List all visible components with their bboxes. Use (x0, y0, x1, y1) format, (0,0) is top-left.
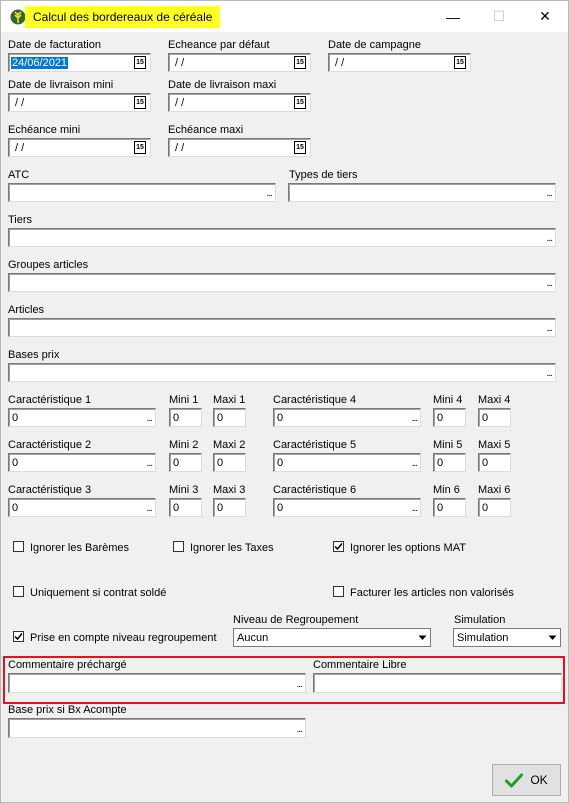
caracteristique-6-label: Caractéristique 6 (273, 484, 357, 496)
ellipsis-icon[interactable]: ... (296, 724, 302, 735)
close-button[interactable]: ✕ (539, 8, 551, 24)
maxi-1-value: 0 (217, 412, 224, 424)
maximize-button[interactable]: ☐ (492, 8, 506, 24)
ellipsis-icon[interactable]: ... (411, 503, 417, 514)
articles-field[interactable] (8, 318, 556, 337)
niveau-regroupement-select[interactable] (233, 628, 431, 647)
niveau-regroupement-label: Niveau de Regroupement (233, 614, 359, 626)
ellipsis-icon[interactable]: ... (546, 188, 552, 199)
non-valorises-checkbox[interactable] (333, 586, 344, 597)
ignorer-mat-label: Ignorer les options MAT (350, 542, 466, 554)
maxi-4-field[interactable] (478, 408, 511, 427)
caracteristique-5-value: 0 (277, 457, 284, 469)
echeance-maxi-value: / / (172, 142, 185, 154)
ok-button-label: OK (530, 773, 548, 787)
tiers-field[interactable] (8, 228, 556, 247)
maxi-1-label: Maxi 1 (213, 394, 246, 406)
chevron-down-icon[interactable] (544, 629, 560, 646)
maxi-5-field[interactable] (478, 453, 511, 472)
caracteristique-4-label: Caractéristique 4 (273, 394, 357, 406)
contrat-solde-checkbox[interactable] (13, 586, 24, 597)
echeance-mini-label: Echéance mini (8, 124, 81, 136)
maxi-6-field[interactable] (478, 498, 511, 517)
calendar-icon[interactable]: 15 (294, 96, 306, 109)
mini-1-field[interactable] (169, 408, 202, 427)
caracteristique-2-label: Caractéristique 2 (8, 439, 92, 451)
niveau-regroupement-checkbox[interactable] (13, 631, 24, 642)
caracteristique-3-label: Caractéristique 3 (8, 484, 92, 496)
base-prix-acompte-field[interactable] (8, 718, 306, 738)
mini-6-field[interactable] (433, 498, 466, 517)
maxi-5-label: Maxi 5 (478, 439, 511, 451)
minimize-button[interactable]: — (446, 8, 460, 25)
livraison-maxi-label: Date de livraison maxi (168, 79, 277, 91)
echeance-mini-field[interactable] (8, 138, 151, 157)
mini-3-field[interactable] (169, 498, 202, 517)
chevron-down-icon[interactable] (414, 629, 430, 646)
caracteristique-1-field[interactable] (8, 408, 156, 427)
wheat-app-icon (10, 9, 26, 25)
maxi-2-value: 0 (217, 457, 224, 469)
commentaire-precharge-label: Commentaire préchargé (8, 659, 127, 671)
bases-prix-label: Bases prix (8, 349, 60, 361)
ellipsis-icon[interactable]: ... (146, 413, 152, 424)
caracteristique-1-label: Caractéristique 1 (8, 394, 92, 406)
types-tiers-label: Types de tiers (289, 169, 358, 181)
caracteristique-3-value: 0 (12, 502, 19, 514)
maxi-2-field[interactable] (213, 453, 246, 472)
non-valorises-label: Facturer les articles non valorisés (350, 587, 514, 599)
atc-field[interactable] (8, 183, 276, 202)
ellipsis-icon[interactable]: ... (411, 458, 417, 469)
mini-2-label: Mini 2 (169, 439, 199, 451)
calendar-icon[interactable]: 15 (134, 141, 146, 154)
maxi-1-field[interactable] (213, 408, 246, 427)
commentaire-libre-label: Commentaire Libre (313, 659, 407, 671)
ignorer-taxes-label: Ignorer les Taxes (190, 542, 274, 554)
simulation-label: Simulation (454, 614, 506, 626)
echeance-defaut-label: Echeance par défaut (168, 39, 270, 51)
bases-prix-field[interactable] (8, 363, 556, 382)
mini-4-value: 0 (437, 412, 444, 424)
ignorer-mat-checkbox[interactable] (333, 541, 344, 552)
ellipsis-icon[interactable]: ... (146, 458, 152, 469)
caracteristique-2-field[interactable] (8, 453, 156, 472)
livraison-mini-value: / / (12, 97, 25, 109)
maxi-5-value: 0 (482, 457, 489, 469)
maxi-2-label: Maxi 2 (213, 439, 246, 451)
base-prix-acompte-label: Base prix si Bx Acompte (8, 704, 127, 716)
date-facturation-value: 24/06/2021 (12, 57, 68, 69)
livraison-mini-label: Date de livraison mini (8, 79, 114, 91)
mini-6-label: Min 6 (433, 484, 460, 496)
mini-4-field[interactable] (433, 408, 466, 427)
groupes-articles-field[interactable] (8, 273, 556, 292)
ignorer-baremes-checkbox[interactable] (13, 541, 24, 552)
ellipsis-icon[interactable]: ... (296, 679, 302, 690)
ellipsis-icon[interactable]: ... (546, 323, 552, 334)
commentaire-precharge-field[interactable] (8, 673, 306, 693)
livraison-maxi-value: / / (172, 97, 185, 109)
atc-label: ATC (8, 169, 30, 181)
caracteristique-2-value: 0 (12, 457, 19, 469)
caracteristique-4-value: 0 (277, 412, 284, 424)
contrat-solde-label: Uniquement si contrat soldé (30, 587, 167, 599)
calendar-icon[interactable]: 15 (294, 141, 306, 154)
date-facturation-field[interactable] (8, 53, 151, 72)
commentaire-libre-field[interactable] (313, 673, 562, 693)
mini-2-field[interactable] (169, 453, 202, 472)
ellipsis-icon[interactable]: ... (546, 278, 552, 289)
maxi-4-label: Maxi 4 (478, 394, 511, 406)
ignorer-baremes-label: Ignorer les Barèmes (30, 542, 130, 554)
echeance-defaut-value: / / (172, 57, 185, 69)
maxi-6-label: Maxi 6 (478, 484, 511, 496)
echeance-maxi-label: Echéance maxi (168, 124, 244, 136)
checkmark-icon (334, 542, 343, 551)
calendar-icon[interactable]: 15 (454, 56, 466, 69)
maxi-3-label: Maxi 3 (213, 484, 246, 496)
checkmark-icon (14, 632, 23, 641)
echeance-mini-value: / / (12, 142, 25, 154)
caracteristique-4-field[interactable] (273, 408, 421, 427)
ellipsis-icon[interactable]: ... (546, 368, 552, 379)
niveau-regroupement-value: Aucun (237, 632, 269, 644)
maxi-4-value: 0 (482, 412, 489, 424)
ok-button[interactable] (492, 764, 561, 796)
checkmark-icon (505, 773, 523, 788)
window-title: Calcul des bordereaux de céréale (25, 6, 220, 28)
articles-label: Articles (8, 304, 45, 316)
calendar-icon[interactable]: 15 (134, 56, 146, 69)
echeance-defaut-field[interactable] (168, 53, 311, 72)
mini-3-value: 0 (173, 502, 180, 514)
caracteristique-5-field[interactable] (273, 453, 421, 472)
caracteristique-3-field[interactable] (8, 498, 156, 517)
date-facturation-label: Date de facturation (8, 39, 101, 51)
echeance-maxi-field[interactable] (168, 138, 311, 157)
date-campagne-label: Date de campagne (328, 39, 421, 51)
caracteristique-5-label: Caractéristique 5 (273, 439, 357, 451)
simulation-value: Simulation (457, 632, 509, 644)
calendar-icon[interactable]: 15 (294, 56, 306, 69)
ellipsis-icon[interactable]: ... (146, 503, 152, 514)
caracteristique-6-value: 0 (277, 502, 284, 514)
mini-4-label: Mini 4 (433, 394, 463, 406)
types-tiers-field[interactable] (288, 183, 556, 202)
maxi-3-field[interactable] (213, 498, 246, 517)
ellipsis-icon[interactable]: ... (266, 188, 272, 199)
caracteristique-6-field[interactable] (273, 498, 421, 517)
mini-2-value: 0 (173, 457, 180, 469)
ignorer-taxes-checkbox[interactable] (173, 541, 184, 552)
mini-5-value: 0 (437, 457, 444, 469)
mini-1-value: 0 (173, 412, 180, 424)
mini-3-label: Mini 3 (169, 484, 199, 496)
livraison-maxi-field[interactable] (168, 93, 311, 112)
mini-5-field[interactable] (433, 453, 466, 472)
tiers-label: Tiers (8, 214, 33, 226)
niveau-regroupement-checkbox-label: Prise en compte niveau regroupement (30, 632, 217, 644)
title-bar (0, 0, 569, 32)
date-campagne-field[interactable] (328, 53, 471, 72)
calendar-icon[interactable]: 15 (134, 96, 146, 109)
ellipsis-icon[interactable]: ... (411, 413, 417, 424)
mini-5-label: Mini 5 (433, 439, 463, 451)
mini-1-label: Mini 1 (169, 394, 199, 406)
simulation-select[interactable] (453, 628, 561, 647)
livraison-mini-field[interactable] (8, 93, 151, 112)
ellipsis-icon[interactable]: ... (546, 233, 552, 244)
mini-6-value: 0 (437, 502, 444, 514)
date-campagne-value: / / (332, 57, 345, 69)
caracteristique-1-value: 0 (12, 412, 19, 424)
maxi-6-value: 0 (482, 502, 489, 514)
maxi-3-value: 0 (217, 502, 224, 514)
groupes-articles-label: Groupes articles (8, 259, 89, 271)
